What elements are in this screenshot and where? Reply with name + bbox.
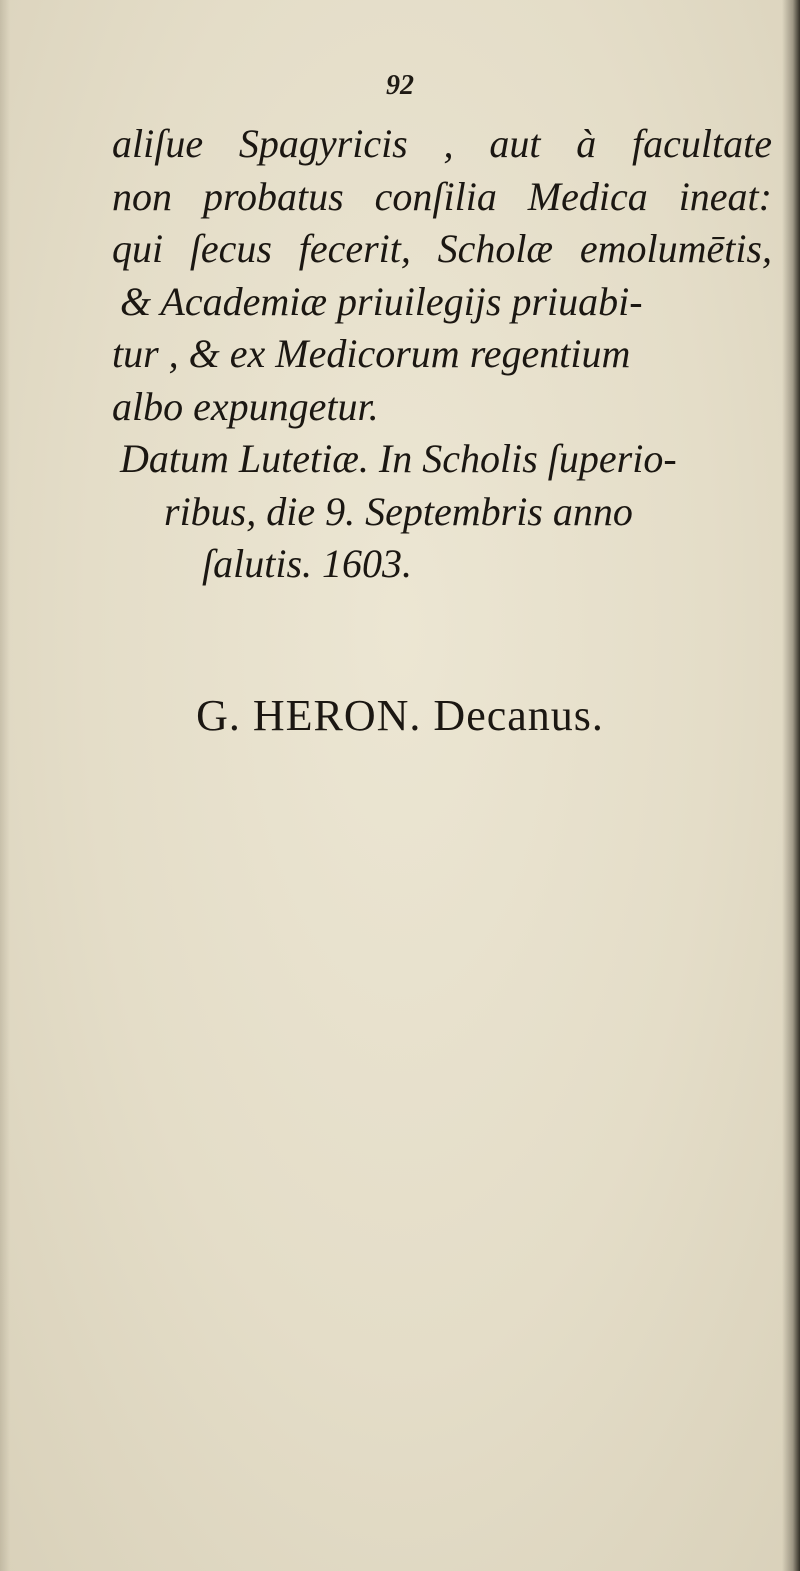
page-number: 92 xyxy=(386,70,414,101)
text-line: tur , & ex Medicorum regentium xyxy=(112,331,631,376)
text-line: & Academiæ priuilegijs priuabi- xyxy=(120,278,643,324)
text-line: Datum Lutetiæ. In Scholis ſuperio- xyxy=(120,436,677,481)
text-line: non probatus conſilia Medica ineat: xyxy=(112,173,772,219)
text-line: ribus, die 9. Septembris anno xyxy=(164,488,633,534)
text-line: ſalutis. 1603. xyxy=(202,541,413,586)
page-left-edge xyxy=(0,0,10,1571)
text-line: albo expungetur. xyxy=(112,383,379,429)
signature-line: G. HERON. Decanus. xyxy=(196,691,604,740)
body-text xyxy=(112,118,772,591)
text-line: qui ſecus fecerit, Scholæ emolumētis, xyxy=(112,226,772,271)
page-fold-shadow xyxy=(782,0,800,1571)
text-line: aliſue Spagyricis , aut à facultate xyxy=(112,121,772,166)
show-through-texture xyxy=(60,760,780,1520)
